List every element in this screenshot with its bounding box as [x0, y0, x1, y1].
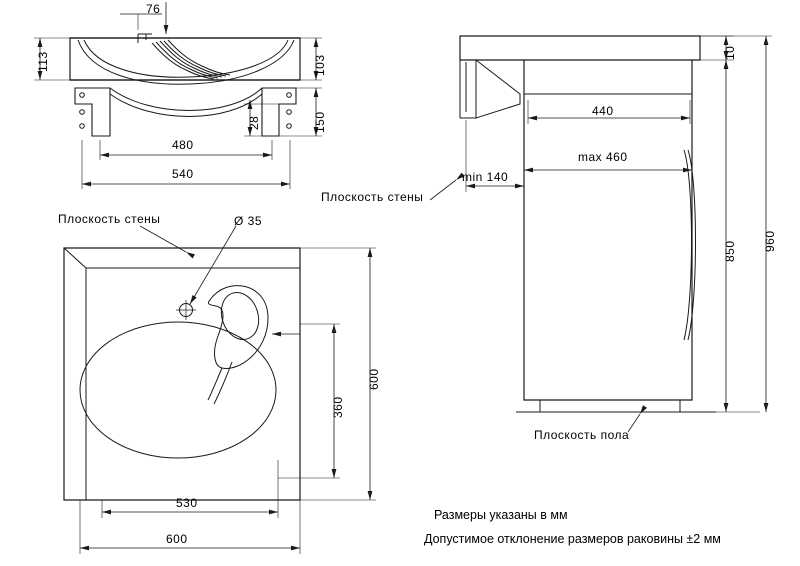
- dimension-150: 150: [313, 111, 327, 133]
- dimension-440: 440: [592, 104, 614, 118]
- label-wall-plane-side: Плоскость стены: [321, 190, 424, 204]
- dimension-min-140: min 140: [462, 170, 509, 184]
- dimension-10: 10: [723, 45, 737, 60]
- label-wall-plane-plan: Плоскость стены: [58, 212, 161, 226]
- dimension-76: 76: [146, 2, 161, 16]
- label-floor-plane: Плоскость пола: [534, 428, 630, 442]
- dimension-113: 113: [36, 51, 50, 72]
- top-section-view: [34, 2, 322, 189]
- plan-view: [64, 226, 376, 554]
- dimension-530: 530: [176, 496, 198, 510]
- dimension-850: 850: [723, 240, 737, 262]
- dimension-480: 480: [172, 138, 194, 152]
- side-view: [430, 36, 772, 432]
- dimension-600-horizontal: 600: [166, 532, 188, 546]
- dimension-360: 360: [331, 396, 345, 418]
- dimension-540: 540: [172, 167, 194, 181]
- note-units: Размеры указаны в мм: [434, 508, 568, 522]
- dimension-960: 960: [763, 230, 777, 252]
- label-hole-diameter: Ø 35: [234, 214, 263, 228]
- dimension-max-460: max 460: [578, 150, 628, 164]
- note-tolerance: Допустимое отклонение размеров раковины ±2 мм: [424, 532, 721, 546]
- dimension-28: 28: [247, 115, 261, 130]
- dimension-103: 103: [313, 54, 327, 76]
- dimension-600-vertical: 600: [367, 368, 381, 390]
